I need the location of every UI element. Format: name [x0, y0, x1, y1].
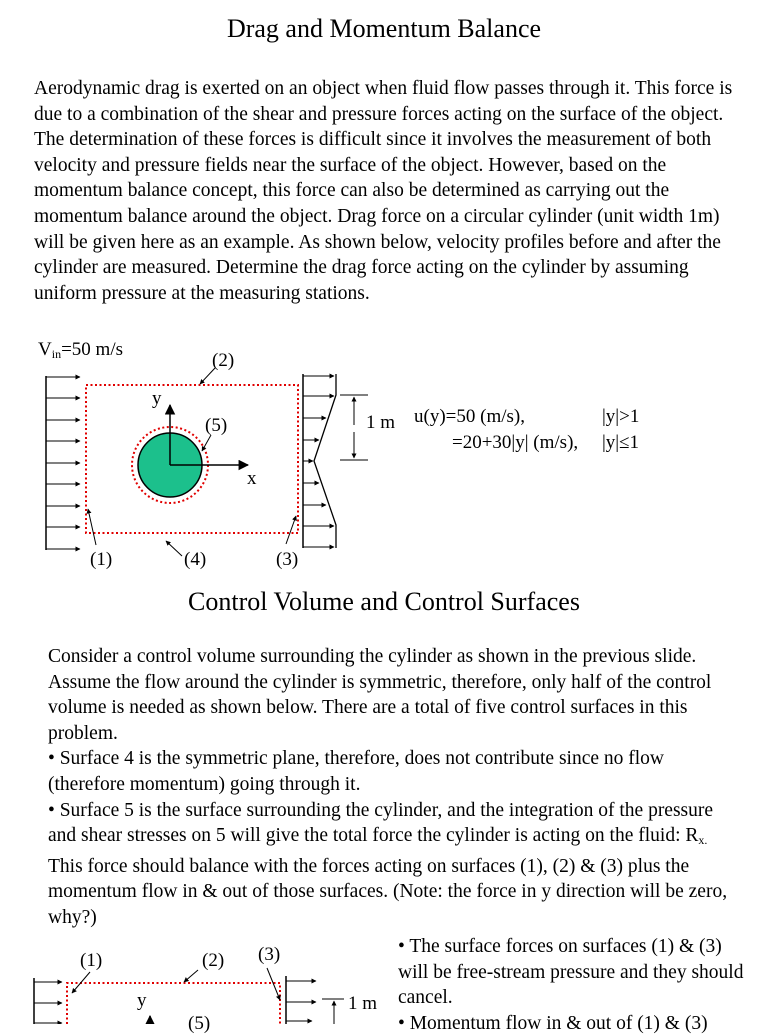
surface-1-label: (1) [90, 549, 113, 570]
fig2-y-axis-label: y [137, 990, 147, 1011]
inlet-velocity-profile [46, 376, 80, 550]
velocity-eq-line1-left: u(y)=50 (m/s), [414, 406, 525, 427]
fig2-surface-5-label: (5) [188, 1013, 211, 1034]
dimension-1m [340, 395, 368, 460]
x-axis-label: x [247, 468, 257, 489]
intro-text: Aerodynamic drag is exerted on an object when fluid flow passes through it. This force is due to a combination of the shear and pressure forces acting on the surface of the object. The determination of these forces is difficult since it involves the measurement of both velocity and pressure fields near the surface of the object. However, based on the momentum balance concept, this force can also be determined as carrying out the momentum balance around the object. Drag force on a circular cylinder (unit width 1m) will be given here as an example. As shown below, velocity profiles before and after the cylinder are measured. Determine the drag force acting on the cylinder by assuming uniform pressure at the measuring stations. [34, 78, 733, 304]
momentum-flow-bullet: • Momentum flow in & out of (1) & (3) [398, 1012, 708, 1034]
velocity-eq-line2-right: |y|≤1 [602, 432, 640, 453]
surface-5-bullet: • Surface 5 is the surface surrounding the cylinder, and the integration of the pressure and shear stresses on 5 will give the total force the cylinder is acting on the fluid: $R_{x.}$ This force should balance with the forces acting on surfaces (1), (2) & (3) plus the momentum flow in & out of those surfaces. (Note: the force in y direction will be zero, why?) [48, 799, 728, 928]
section-2-title: Control Volume and Control Surfaces [188, 587, 580, 616]
dimension-label: 1 m [366, 412, 396, 433]
surface-4-label: (4) [184, 549, 207, 570]
section-2-intro: Consider a control volume surrounding the cylinder as shown in the previous slide. Assume the flow around the cylinder is symmetric, therefore, only half of the control volume is needed as shown below. There are a total of five control surfaces in this problem. [48, 646, 712, 744]
outlet-velocity-profile [303, 374, 336, 548]
velocity-eq-line1-right: |y|>1 [602, 406, 640, 427]
fig2-surface-2-label: (2) [202, 950, 225, 971]
surface-4-bullet: • Surface 4 is the symmetric plane, therefore, does not contribute since no flow (therefore momentum) going through it. [48, 748, 665, 795]
fig2-surface-1-label: (1) [80, 950, 103, 971]
surface-2-label: (2) [212, 350, 235, 371]
inlet-velocity-label: $V_{in}=50$ m/s [38, 339, 123, 361]
y-axis-label: y [152, 388, 162, 409]
velocity-eq-line2-left: =20+30|y| (m/s), [452, 432, 579, 453]
section-2-body [48, 644, 742, 931]
page-title: Drag and Momentum Balance [226, 14, 542, 43]
surface-5-label: (5) [205, 415, 228, 436]
side-bullets [398, 934, 748, 1036]
fig2-surface-3-label: (3) [258, 944, 281, 965]
fig2-dimension-label: 1 m [348, 993, 378, 1014]
surface-3-label: (3) [276, 549, 299, 570]
surface-forces-bullet: • The surface forces on surfaces (1) & (3) will be free-stream pressure and they should cancel. [398, 936, 744, 1009]
